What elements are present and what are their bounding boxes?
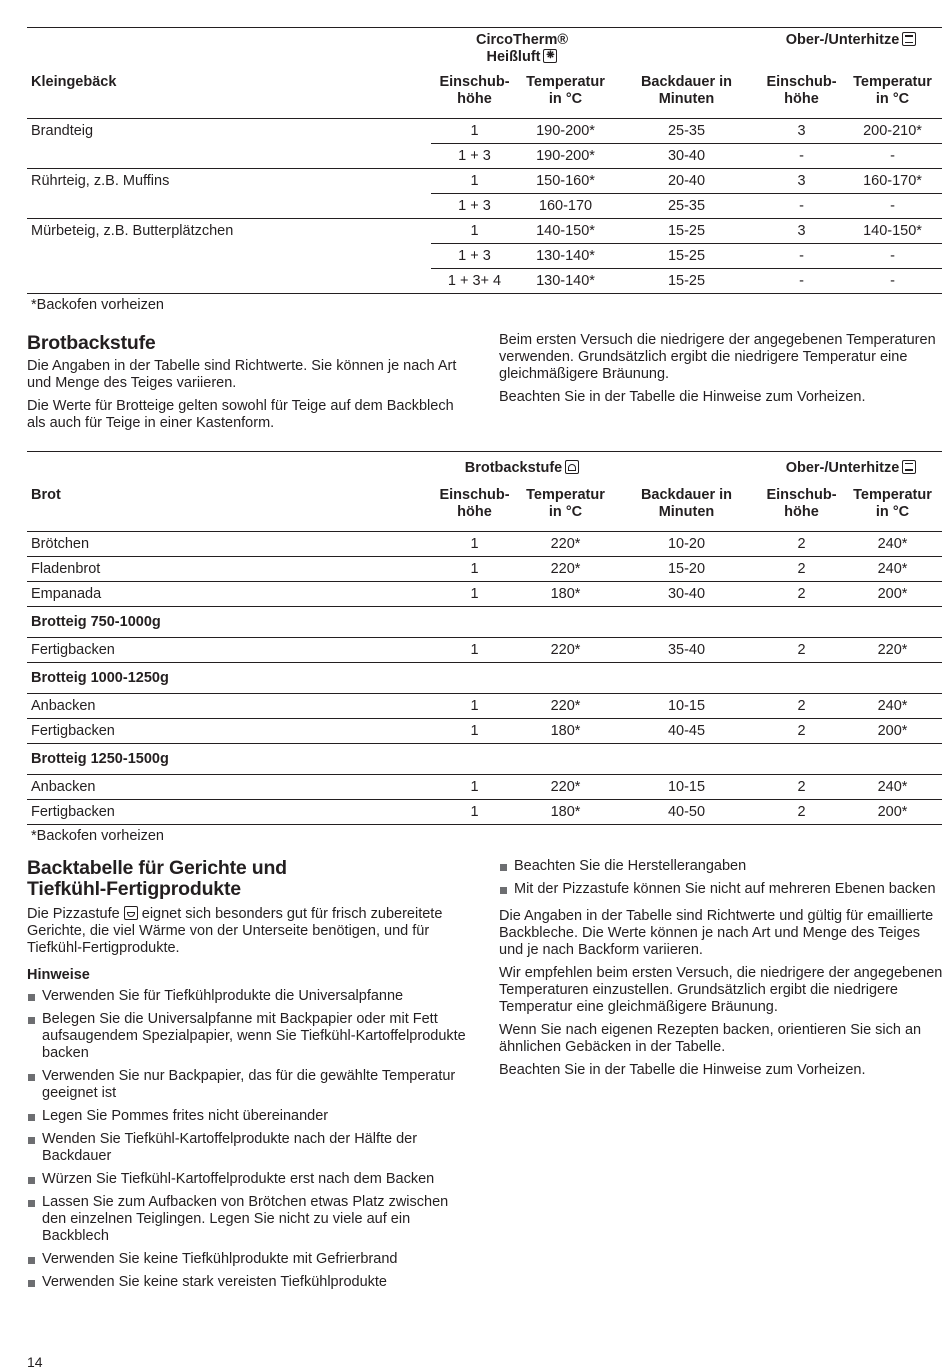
page-number: 14	[27, 1354, 43, 1370]
backtabelle-heading: Backtabelle für Gerichte und Tiefkühl-Fertigprodukte	[27, 857, 287, 900]
cell-t2: 200*	[843, 582, 942, 607]
col-header-einschub-2: Einschub- höhe	[760, 66, 843, 119]
table-row	[27, 638, 942, 663]
cell-t2: -	[843, 244, 942, 269]
cell-t2: 240*	[843, 557, 942, 582]
top-bottom-heat-icon	[902, 460, 916, 474]
cell-h2: 3	[760, 219, 843, 244]
cell-t1: 150-160*	[518, 169, 613, 194]
col-header-temperatur-2: Temperatur in °C	[843, 479, 942, 532]
table-row	[27, 775, 942, 800]
cell-d: 20-40	[613, 169, 760, 194]
col-header-kleingebaeck: Kleingebäck	[27, 66, 431, 119]
section-label: Brotteig 750-1000g	[27, 607, 942, 638]
brotbackstufe-paragraph-1: Die Angaben in der Tabelle sind Richtwerte. Sie können je nach Art und Menge des Teiges variieren.	[27, 358, 457, 391]
cell-h1: 1 + 3	[431, 244, 518, 269]
list-item: Belegen Sie die Universalpfanne mit Backpapier oder mit Fett aufsaugendem Spezialpapier, wenn Sie Tiefkühl-Kartoffelprodukte backen	[27, 1011, 472, 1062]
cell-name	[27, 194, 431, 219]
col-header-temperatur: Temperatur in °C	[518, 66, 613, 119]
brotbackstufe-right-column	[499, 332, 939, 406]
kleingebaeck-table	[27, 27, 942, 294]
cell-name: Brandteig	[31, 123, 94, 140]
cell-t2: -	[843, 194, 942, 219]
cell-t1: 140-150*	[518, 219, 613, 244]
cell-h2: 2	[760, 694, 843, 719]
backtabelle-right-column	[499, 852, 943, 1079]
table-row	[27, 532, 942, 557]
cell-t1: 180*	[518, 719, 613, 744]
cell-t1: 130-140*	[518, 244, 613, 269]
list-item: Verwenden Sie keine Tiefkühlprodukte mit Gefrierbrand	[27, 1251, 472, 1268]
table-row	[27, 557, 942, 582]
cell-name	[27, 144, 431, 169]
cell-d: 10-20	[667, 536, 706, 552]
list-item: Lassen Sie zum Aufbacken von Brötchen etwas Platz zwischen den einzelnen Teiglingen. Legen Sie nicht zu viele auf ein Backblech	[27, 1194, 472, 1245]
cell-h1: 1	[431, 169, 518, 194]
list-item: Beachten Sie die Herstellerangaben	[499, 858, 943, 875]
cell-d: 30-40	[613, 144, 760, 169]
backtabelle-left-column	[27, 858, 472, 1291]
cell-t1: 180*	[518, 582, 613, 607]
cell-h1: 1	[431, 582, 518, 607]
list-item: Würzen Sie Tiefkühl-Kartoffelprodukte erst nach dem Backen	[27, 1171, 472, 1188]
cell-t1: 190-200*	[536, 123, 595, 139]
backtabelle-paragraph-3: Wenn Sie nach eigenen Rezepten backen, orientieren Sie sich an ähnlichen Gebäcken in der Tabelle.	[499, 1022, 922, 1055]
group-header-ober-unterhitze: Ober-/Unterhitze	[760, 28, 942, 67]
cell-t1: 190-200*	[518, 144, 613, 169]
brotbackstufe-paragraph-4: Beachten Sie in der Tabelle die Hinweise zum Vorheizen.	[499, 389, 866, 405]
brotbackstufe-left-column	[27, 333, 472, 432]
cell-d: 15-25	[613, 244, 760, 269]
cell-d: 10-15	[613, 694, 760, 719]
pizza-stage-icon	[124, 906, 138, 920]
list-item: Wenden Sie Tiefkühl-Kartoffelprodukte nach der Hälfte der Backdauer	[27, 1131, 472, 1165]
cell-h1: 1	[431, 719, 518, 744]
cell-d: 30-40	[613, 582, 760, 607]
cell-h1: 1 + 3+ 4	[431, 269, 518, 294]
bread-stage-icon	[565, 460, 579, 474]
group-header-ober-unterhitze-2: Ober-/Unterhitze	[760, 452, 942, 480]
col-header-backdauer: Backdauer in Minuten	[613, 66, 760, 119]
section-row	[27, 607, 942, 638]
cell-t1: 130-140*	[518, 269, 613, 294]
table-row	[27, 269, 942, 294]
col-header-temperatur: Temperatur in °C	[518, 479, 613, 532]
brotbackstufe-paragraph-2: Die Werte für Brotteige gelten sowohl für Teige auf dem Backblech als auch für Teige in einer Kastenform.	[27, 398, 454, 431]
col-header-temperatur-2: Temperatur in °C	[843, 66, 942, 119]
section-label: Brotteig 1000-1250g	[27, 663, 942, 694]
cell-t2: 140-150*	[843, 219, 942, 244]
cell-h2: -	[760, 144, 843, 169]
cell-h2: 3	[797, 123, 806, 139]
table-row	[27, 119, 942, 144]
hinweise-list-right	[499, 858, 943, 898]
cell-t2: 200*	[843, 719, 942, 744]
cell-h2: -	[760, 244, 843, 269]
section-row	[27, 663, 942, 694]
cell-t2: -	[843, 269, 942, 294]
backtabelle-intro: Die Pizzastufe eignet sich besonders gut für frisch zubereitete Gerichte, die viel Wärme von der Unterseite benötigen, und für Tiefkühl-Fertigprodukte.	[27, 906, 443, 956]
table-row	[27, 219, 942, 244]
cell-d: 40-50	[613, 800, 760, 825]
col-header-brot: Brot	[27, 479, 431, 532]
cell-h2: 2	[760, 582, 843, 607]
cell-h2: 2	[760, 638, 843, 663]
cell-h1: 1	[431, 219, 518, 244]
cell-d: 15-25	[613, 269, 760, 294]
cell-d: 10-15	[613, 775, 760, 800]
cell-name: Rührteig, z.B. Muffins	[27, 169, 431, 194]
cell-d: 40-45	[613, 719, 760, 744]
cell-h1: 1 + 3	[431, 144, 518, 169]
cell-h2: -	[760, 194, 843, 219]
cell-h2: -	[760, 269, 843, 294]
section-row	[27, 744, 942, 775]
list-item: Verwenden Sie keine stark vereisten Tiefkühlprodukte	[27, 1274, 472, 1291]
cell-d: 15-25	[613, 219, 760, 244]
brot-table-wrap	[27, 451, 942, 845]
table1-footnote: *Backofen vorheizen	[31, 297, 164, 313]
cell-t1: 220*	[550, 536, 581, 552]
table-row	[27, 194, 942, 219]
cell-name: Fladenbrot	[27, 557, 431, 582]
cell-h1: 1	[431, 694, 518, 719]
col-header-einschub-2: Einschub- höhe	[760, 479, 843, 532]
cell-name	[27, 244, 431, 269]
cell-name: Mürbeteig, z.B. Butterplätzchen	[27, 219, 431, 244]
cell-t2: 200*	[843, 800, 942, 825]
cell-h1: 1	[431, 800, 518, 825]
cell-name: Fertigbacken	[27, 638, 431, 663]
brotbackstufe-heading: Brotbackstufe	[27, 332, 156, 354]
cell-name: Anbacken	[27, 694, 431, 719]
table-row	[27, 244, 942, 269]
cell-d: 35-40	[613, 638, 760, 663]
kleingebaeck-table-wrap	[27, 27, 942, 314]
list-item: Verwenden Sie für Tiefkühlprodukte die Universalpfanne	[27, 988, 472, 1005]
brotbackstufe-paragraph-3: Beim ersten Versuch die niedrigere der angegebenen Temperaturen verwenden. Grundsätzlich ergibt die niedrigere Temperatur eine gleichmäßigere Bräunung.	[499, 332, 936, 382]
top-bottom-heat-icon	[902, 32, 916, 46]
cell-name: Brötchen	[31, 536, 90, 552]
cell-d: 25-35	[613, 194, 760, 219]
cell-t1: 160-170	[518, 194, 613, 219]
cell-t2: 240*	[843, 775, 942, 800]
hinweise-list	[27, 988, 472, 1291]
table-row	[27, 719, 942, 744]
cell-h2: 3	[760, 169, 843, 194]
list-item: Mit der Pizzastufe können Sie nicht auf mehreren Ebenen backen	[499, 881, 943, 898]
cell-d: 15-20	[613, 557, 760, 582]
cell-t1: 220*	[518, 775, 613, 800]
col-header-backdauer: Backdauer in Minuten	[613, 479, 760, 532]
list-item: Legen Sie Pommes frites nicht übereinander	[27, 1108, 472, 1125]
backtabelle-paragraph-4: Beachten Sie in der Tabelle die Hinweise zum Vorheizen.	[499, 1062, 866, 1078]
cell-h2: 2	[760, 800, 843, 825]
table-row	[27, 144, 942, 169]
table-row	[27, 582, 942, 607]
cell-t2: 220*	[843, 638, 942, 663]
cell-name: Anbacken	[27, 775, 431, 800]
hinweise-heading: Hinweise	[27, 967, 90, 983]
cell-h1: 1	[470, 123, 479, 139]
cell-h2: 2	[760, 775, 843, 800]
cell-h2: 2	[760, 719, 843, 744]
cell-t1: 220*	[518, 557, 613, 582]
list-item: Verwenden Sie nur Backpapier, das für die gewählte Temperatur geeignet ist	[27, 1068, 472, 1102]
brot-table	[27, 451, 942, 825]
cell-name	[27, 269, 431, 294]
cell-h1: 1	[431, 638, 518, 663]
cell-h1: 1	[431, 775, 518, 800]
cell-name: Empanada	[27, 582, 431, 607]
cell-h2: 2	[797, 536, 806, 552]
cell-h1: 1	[431, 557, 518, 582]
cell-name: Fertigbacken	[27, 719, 431, 744]
cell-t2: 240*	[843, 694, 942, 719]
cell-name: Fertigbacken	[27, 800, 431, 825]
cell-t1: 180*	[518, 800, 613, 825]
table-row	[27, 694, 942, 719]
cell-h2: 2	[760, 557, 843, 582]
group-header-brotbackstufe: Brotbackstufe	[431, 452, 613, 480]
fan-heat-icon	[543, 49, 557, 63]
cell-t1: 220*	[518, 638, 613, 663]
backtabelle-paragraph-1: Die Angaben in der Tabelle sind Richtwerte und gültig für emaillierte Backbleche. Die Werte können je nach Art und Menge des Teiges und je nach Backform variieren.	[499, 908, 934, 958]
group-header-circotherm: CircoTherm® Heißluft❋	[431, 28, 613, 67]
cell-h1: 1	[470, 536, 479, 552]
section-label: Brotteig 1250-1500g	[27, 744, 942, 775]
col-header-einschub: Einschub- höhe	[431, 479, 518, 532]
cell-t2: 240*	[877, 536, 908, 552]
table-row	[27, 800, 942, 825]
col-header-einschub: Einschub- höhe	[431, 66, 518, 119]
table-row	[27, 169, 942, 194]
table2-footnote: *Backofen vorheizen	[31, 828, 164, 844]
backtabelle-paragraph-2: Wir empfehlen beim ersten Versuch, die niedrigere der angegebenen Temperaturen einzustellen. Grundsätzlich ergibt die niedrigere Temperatur eine gleichmäßigere Bräunung.	[499, 965, 943, 1015]
cell-t2: 160-170*	[843, 169, 942, 194]
cell-t2: -	[843, 144, 942, 169]
cell-d: 25-35	[667, 123, 706, 139]
cell-t2: 200-210*	[863, 123, 922, 139]
cell-h1: 1 + 3	[431, 194, 518, 219]
cell-t1: 220*	[518, 694, 613, 719]
